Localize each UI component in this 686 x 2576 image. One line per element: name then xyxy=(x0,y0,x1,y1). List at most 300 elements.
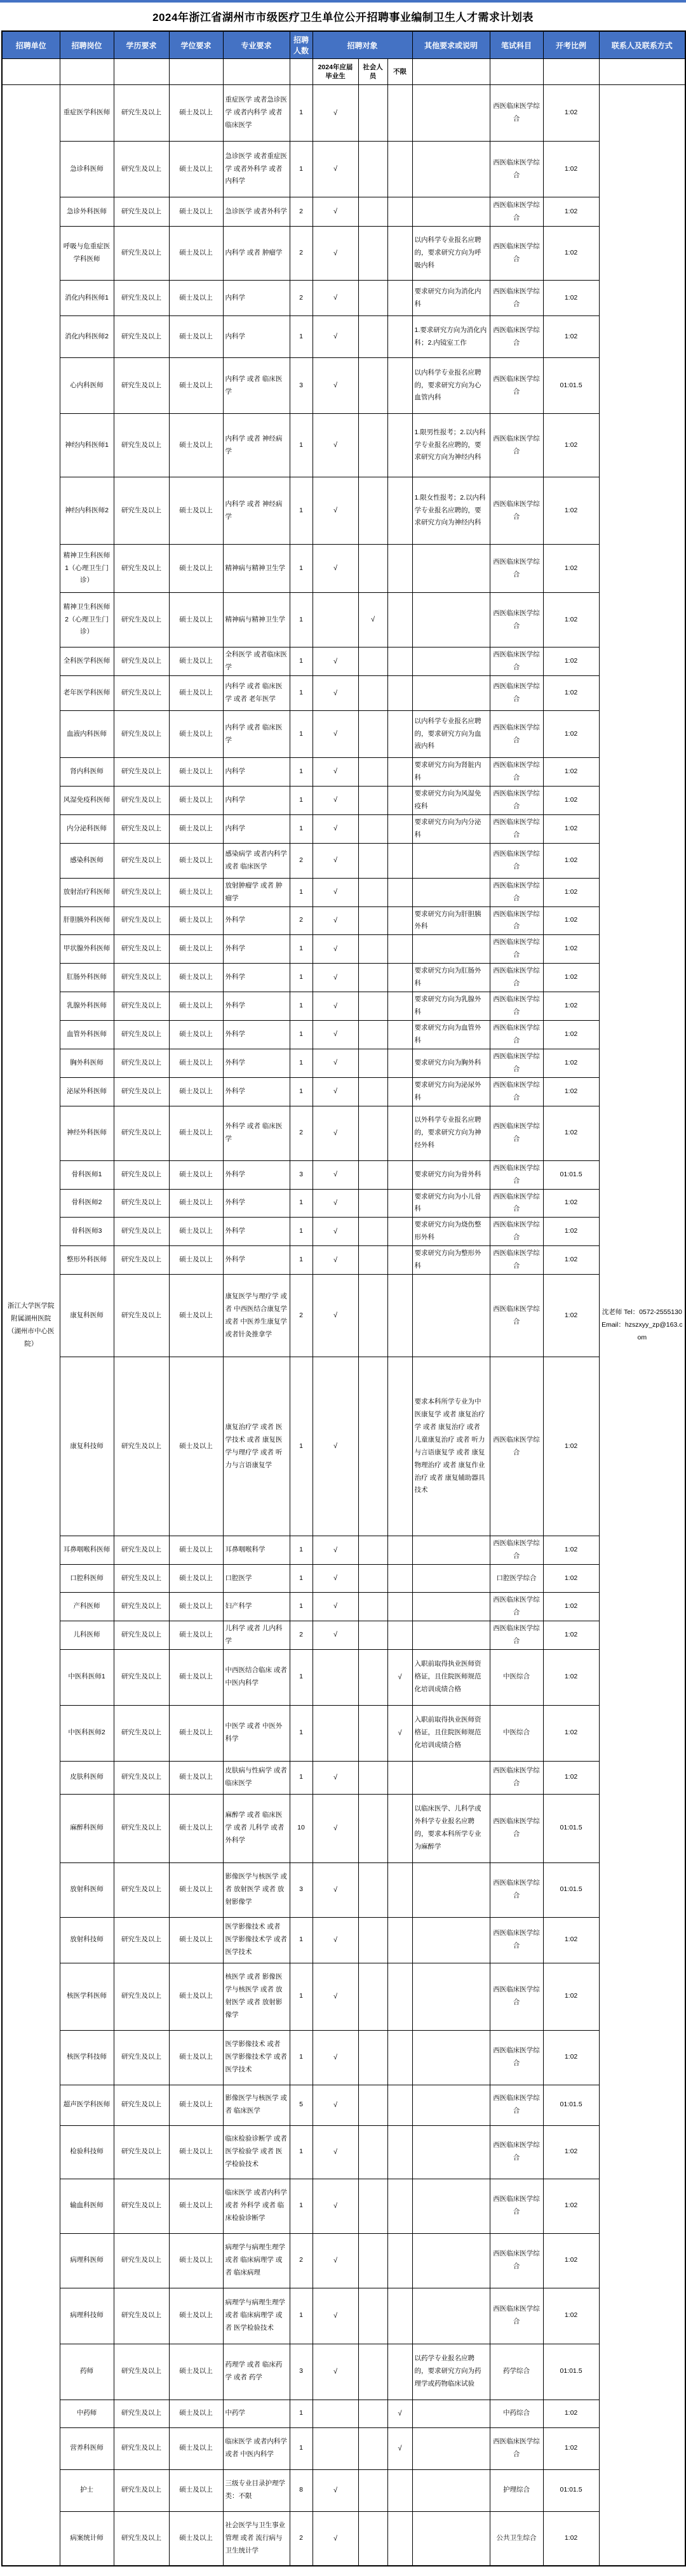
other-requirements-cell: 要求研究方向为肾脏内科 xyxy=(412,758,490,787)
written-test-subject-cell: 西医临床医学综合 xyxy=(490,545,543,593)
target-open-cell xyxy=(387,197,412,227)
table-row xyxy=(2,711,685,758)
written-test-subject-cell: 中医综合 xyxy=(490,1705,543,1761)
major-requirement-cell: 内科学 xyxy=(223,316,290,358)
headcount-cell: 1 xyxy=(290,593,313,647)
exam-ratio-cell: 1:02 xyxy=(543,1761,599,1794)
education-requirement-cell: 研究生及以上 xyxy=(114,676,169,711)
headcount-cell: 1 xyxy=(290,2400,313,2427)
education-requirement-cell: 研究生及以上 xyxy=(114,142,169,197)
education-requirement-cell: 研究生及以上 xyxy=(114,1160,169,1189)
major-requirement-cell: 内科学 xyxy=(223,786,290,814)
written-test-subject-cell: 西医临床医学综合 xyxy=(490,647,543,676)
exam-ratio-cell: 01:01.5 xyxy=(543,1794,599,1862)
other-requirements-cell: 要求研究方向为整形外科 xyxy=(412,1246,490,1275)
checkmark: √ xyxy=(313,992,358,1021)
sub-column-header: 社会人员 xyxy=(358,59,387,85)
headcount-cell: 2 xyxy=(290,1621,313,1649)
position-cell: 精神卫生科医师2（心理卫生门诊） xyxy=(60,593,114,647)
other-requirements-cell xyxy=(412,878,490,906)
written-test-subject-cell: 西医临床医学综合 xyxy=(490,358,543,414)
other-requirements-cell xyxy=(412,2469,490,2511)
exam-ratio-cell: 1:02 xyxy=(543,477,599,545)
table-row xyxy=(2,85,685,142)
position-cell: 骨科医师2 xyxy=(60,1189,114,1218)
written-test-subject-cell: 西医临床医学综合 xyxy=(490,992,543,1021)
headcount-cell: 1 xyxy=(290,1189,313,1218)
table-row xyxy=(2,1536,685,1565)
degree-requirement-cell: 硕士及以上 xyxy=(169,2030,223,2085)
table-row xyxy=(2,1705,685,1761)
major-requirement-cell: 康复治疗学 或者 医学技术 或者 康复医学与理疗学 或者 听力与言语康复学 xyxy=(223,1357,290,1536)
education-requirement-cell: 研究生及以上 xyxy=(114,1621,169,1649)
target-social-cell xyxy=(358,964,387,992)
major-requirement-cell: 内科学 或者 临床医学 xyxy=(223,711,290,758)
headcount-cell: 1 xyxy=(290,2427,313,2469)
major-requirement-cell: 急诊医学 或者重症医学 或者外科学 或者 内科学 xyxy=(223,142,290,197)
target-open-cell xyxy=(387,2085,412,2125)
education-requirement-cell: 研究生及以上 xyxy=(114,85,169,142)
checkmark: √ xyxy=(358,593,387,647)
checkmark: √ xyxy=(313,2085,358,2125)
target-open-cell xyxy=(387,1565,412,1593)
target-open-cell xyxy=(387,1189,412,1218)
major-requirement-cell: 外科学 xyxy=(223,1049,290,1077)
headcount-cell: 5 xyxy=(290,2085,313,2125)
written-test-subject-cell: 西医临床医学综合 xyxy=(490,2233,543,2288)
target-open-cell xyxy=(387,758,412,787)
target-social-cell xyxy=(358,2344,387,2400)
exam-ratio-cell: 1:02 xyxy=(543,647,599,676)
exam-ratio-cell: 1:02 xyxy=(543,227,599,281)
education-requirement-cell: 研究生及以上 xyxy=(114,227,169,281)
target-open-cell xyxy=(387,2344,412,2400)
exam-ratio-cell: 1:02 xyxy=(543,1593,599,1621)
target-open-cell xyxy=(387,843,412,878)
headcount-cell: 1 xyxy=(290,786,313,814)
target-social-cell xyxy=(358,711,387,758)
target-open-cell xyxy=(387,281,412,316)
target-social-cell xyxy=(358,358,387,414)
other-requirements-cell xyxy=(412,545,490,593)
table-row xyxy=(2,477,685,545)
degree-requirement-cell: 硕士及以上 xyxy=(169,676,223,711)
education-requirement-cell: 研究生及以上 xyxy=(114,758,169,787)
table-row xyxy=(2,1357,685,1536)
other-requirements-cell: 要求研究方向为骨外科 xyxy=(412,1160,490,1189)
degree-requirement-cell: 硕士及以上 xyxy=(169,1160,223,1189)
written-test-subject-cell: 西医临床医学综合 xyxy=(490,1246,543,1275)
checkmark: √ xyxy=(313,935,358,964)
headcount-cell: 1 xyxy=(290,1917,313,1963)
headcount-cell: 10 xyxy=(290,1794,313,1862)
table-row xyxy=(2,1021,685,1049)
target-social-cell xyxy=(358,1246,387,1275)
degree-requirement-cell: 硕士及以上 xyxy=(169,878,223,906)
education-requirement-cell: 研究生及以上 xyxy=(114,1705,169,1761)
table-row xyxy=(2,593,685,647)
table-row xyxy=(2,843,685,878)
major-requirement-cell: 内科学 xyxy=(223,814,290,843)
target-social-cell xyxy=(358,316,387,358)
major-requirement-cell: 外科学 xyxy=(223,935,290,964)
column-header: 笔试科目 xyxy=(490,31,543,59)
table-row xyxy=(2,1593,685,1621)
position-cell: 老年医学科医师 xyxy=(60,676,114,711)
target-open-cell xyxy=(387,2233,412,2288)
target-open-cell xyxy=(387,1106,412,1160)
target-social-cell xyxy=(358,992,387,1021)
checkmark: √ xyxy=(313,647,358,676)
checkmark: √ xyxy=(313,2233,358,2288)
target-open-cell xyxy=(387,935,412,964)
target-open-cell xyxy=(387,1963,412,2030)
degree-requirement-cell: 硕士及以上 xyxy=(169,647,223,676)
written-test-subject-cell: 西医临床医学综合 xyxy=(490,1275,543,1357)
major-requirement-cell: 内科学 或者 临床医学 xyxy=(223,358,290,414)
target-social-cell xyxy=(358,1536,387,1565)
written-test-subject-cell: 西医临床医学综合 xyxy=(490,1077,543,1106)
checkmark: √ xyxy=(313,1917,358,1963)
position-cell: 急诊科医师 xyxy=(60,142,114,197)
target-open-cell xyxy=(387,1593,412,1621)
major-requirement-cell: 外科学 xyxy=(223,1246,290,1275)
exam-ratio-cell: 01:01.5 xyxy=(543,1160,599,1189)
checkmark: √ xyxy=(313,843,358,878)
other-requirements-cell: 1.限男性报考；2.以内科学专业报名应聘的，要求研究方向为神经内科 xyxy=(412,414,490,477)
target-social-cell xyxy=(358,1649,387,1705)
checkmark: √ xyxy=(313,281,358,316)
written-test-subject-cell: 西医临床医学综合 xyxy=(490,281,543,316)
position-cell: 核医学科医师 xyxy=(60,1963,114,2030)
written-test-subject-cell: 中医综合 xyxy=(490,1649,543,1705)
written-test-subject-cell: 西医临床医学综合 xyxy=(490,758,543,787)
other-requirements-cell xyxy=(412,935,490,964)
table-row xyxy=(2,2427,685,2469)
degree-requirement-cell: 硕士及以上 xyxy=(169,758,223,787)
target-social-cell xyxy=(358,414,387,477)
education-requirement-cell: 研究生及以上 xyxy=(114,2511,169,2566)
position-cell: 消化内科医师1 xyxy=(60,281,114,316)
written-test-subject-cell: 西医临床医学综合 xyxy=(490,2179,543,2233)
table-row xyxy=(2,1565,685,1593)
position-cell: 康复科技师 xyxy=(60,1357,114,1536)
education-requirement-cell: 研究生及以上 xyxy=(114,1917,169,1963)
degree-requirement-cell: 硕士及以上 xyxy=(169,1077,223,1106)
headcount-cell: 1 xyxy=(290,814,313,843)
degree-requirement-cell: 硕士及以上 xyxy=(169,2344,223,2400)
education-requirement-cell: 研究生及以上 xyxy=(114,1106,169,1160)
checkmark: √ xyxy=(313,1077,358,1106)
checkmark: √ xyxy=(313,358,358,414)
degree-requirement-cell: 硕士及以上 xyxy=(169,935,223,964)
education-requirement-cell: 研究生及以上 xyxy=(114,906,169,935)
written-test-subject-cell: 西医临床医学综合 xyxy=(490,2085,543,2125)
headcount-cell: 1 xyxy=(290,711,313,758)
table-row xyxy=(2,1917,685,1963)
major-requirement-cell: 外科学 xyxy=(223,1218,290,1246)
target-open-cell xyxy=(387,142,412,197)
written-test-subject-cell: 西医临床医学综合 xyxy=(490,843,543,878)
exam-ratio-cell: 1:02 xyxy=(543,414,599,477)
exam-ratio-cell: 1:02 xyxy=(543,964,599,992)
major-requirement-cell: 社会医学与卫生事业管理 或者 流行病与卫生统计学 xyxy=(223,2511,290,2566)
degree-requirement-cell: 硕士及以上 xyxy=(169,545,223,593)
position-cell: 胸外科医师 xyxy=(60,1049,114,1077)
major-requirement-cell: 耳鼻咽喉科学 xyxy=(223,1536,290,1565)
target-social-cell xyxy=(358,1049,387,1077)
target-open-cell xyxy=(387,1077,412,1106)
degree-requirement-cell: 硕士及以上 xyxy=(169,1218,223,1246)
education-requirement-cell: 研究生及以上 xyxy=(114,1593,169,1621)
exam-ratio-cell: 1:02 xyxy=(543,676,599,711)
headcount-cell: 2 xyxy=(290,1275,313,1357)
target-open-cell xyxy=(387,1621,412,1649)
checkmark: √ xyxy=(313,1160,358,1189)
table-row xyxy=(2,992,685,1021)
checkmark: √ xyxy=(313,85,358,142)
target-social-cell xyxy=(358,1189,387,1218)
sub-column-header: 不限 xyxy=(387,59,412,85)
target-open-cell xyxy=(387,358,412,414)
major-requirement-cell: 放射肿瘤学 或者 肿瘤学 xyxy=(223,878,290,906)
headcount-cell: 1 xyxy=(290,2125,313,2179)
target-fresh-cell xyxy=(313,1649,358,1705)
other-requirements-cell: 要求研究方向为血管外科 xyxy=(412,1021,490,1049)
headcount-cell: 1 xyxy=(290,2288,313,2344)
degree-requirement-cell: 硕士及以上 xyxy=(169,227,223,281)
checkmark: √ xyxy=(313,711,358,758)
target-social-cell xyxy=(358,142,387,197)
exam-ratio-cell: 1:02 xyxy=(543,1357,599,1536)
major-requirement-cell: 内科学 或者 神经病学 xyxy=(223,477,290,545)
checkmark: √ xyxy=(313,964,358,992)
major-requirement-cell: 外科学 xyxy=(223,992,290,1021)
degree-requirement-cell: 硕士及以上 xyxy=(169,1963,223,2030)
degree-requirement-cell: 硕士及以上 xyxy=(169,1917,223,1963)
checkmark: √ xyxy=(313,906,358,935)
exam-ratio-cell: 1:02 xyxy=(543,1536,599,1565)
degree-requirement-cell: 硕士及以上 xyxy=(169,711,223,758)
target-open-cell xyxy=(387,2179,412,2233)
exam-ratio-cell: 1:02 xyxy=(543,1189,599,1218)
major-requirement-cell: 临床医学 或者内科学 或者 外科学 或者 临床检验诊断学 xyxy=(223,2179,290,2233)
checkmark: √ xyxy=(313,814,358,843)
headcount-cell: 1 xyxy=(290,2030,313,2085)
education-requirement-cell: 研究生及以上 xyxy=(114,2125,169,2179)
target-social-cell xyxy=(358,2233,387,2288)
written-test-subject-cell: 西医临床医学综合 xyxy=(490,316,543,358)
table-row xyxy=(2,2400,685,2427)
written-test-subject-cell: 公共卫生综合 xyxy=(490,2511,543,2566)
exam-ratio-cell: 1:02 xyxy=(543,85,599,142)
target-social-cell xyxy=(358,227,387,281)
position-cell: 中医科医师2 xyxy=(60,1705,114,1761)
degree-requirement-cell: 硕士及以上 xyxy=(169,2511,223,2566)
other-requirements-cell xyxy=(412,2427,490,2469)
other-requirements-cell xyxy=(412,647,490,676)
column-header: 联系人及联系方式 xyxy=(599,31,685,59)
position-cell: 病理科技师 xyxy=(60,2288,114,2344)
other-requirements-cell xyxy=(412,2400,490,2427)
target-social-cell xyxy=(358,878,387,906)
written-test-subject-cell: 西医临床医学综合 xyxy=(490,2288,543,2344)
exam-ratio-cell: 1:02 xyxy=(543,2179,599,2233)
table-row xyxy=(2,316,685,358)
written-test-subject-cell: 西医临床医学综合 xyxy=(490,1218,543,1246)
other-requirements-cell xyxy=(412,197,490,227)
table-row xyxy=(2,878,685,906)
degree-requirement-cell: 硕士及以上 xyxy=(169,1705,223,1761)
major-requirement-cell: 内科学 xyxy=(223,281,290,316)
checkmark: √ xyxy=(313,1536,358,1565)
written-test-subject-cell: 西医临床医学综合 xyxy=(490,786,543,814)
target-open-cell xyxy=(387,593,412,647)
position-cell: 神经内科医师1 xyxy=(60,414,114,477)
target-open-cell xyxy=(387,906,412,935)
exam-ratio-cell: 1:02 xyxy=(543,935,599,964)
headcount-cell: 3 xyxy=(290,2344,313,2400)
exam-ratio-cell: 1:02 xyxy=(543,1705,599,1761)
major-requirement-cell: 医学影像技术 或者 医学影像技术学 或者 医学技术 xyxy=(223,1917,290,1963)
checkmark: √ xyxy=(313,758,358,787)
target-open-cell xyxy=(387,647,412,676)
table-row xyxy=(2,1049,685,1077)
table-row xyxy=(2,935,685,964)
target-open-cell xyxy=(387,2288,412,2344)
other-requirements-cell: 要求研究方向为胸外科 xyxy=(412,1049,490,1077)
checkmark: √ xyxy=(313,1049,358,1077)
target-open-cell xyxy=(387,992,412,1021)
headcount-cell: 3 xyxy=(290,358,313,414)
exam-ratio-cell: 1:02 xyxy=(543,1917,599,1963)
target-open-cell xyxy=(387,316,412,358)
written-test-subject-cell: 西医临床医学综合 xyxy=(490,142,543,197)
target-open-cell xyxy=(387,1275,412,1357)
written-test-subject-cell: 西医临床医学综合 xyxy=(490,2030,543,2085)
position-cell: 口腔科医师 xyxy=(60,1565,114,1593)
education-requirement-cell: 研究生及以上 xyxy=(114,711,169,758)
other-requirements-cell xyxy=(412,2233,490,2288)
table-header xyxy=(2,31,685,85)
position-cell: 神经外科医师 xyxy=(60,1106,114,1160)
target-open-cell xyxy=(387,1761,412,1794)
table-row xyxy=(2,1106,685,1160)
headcount-cell: 3 xyxy=(290,1862,313,1917)
target-open-cell xyxy=(387,85,412,142)
education-requirement-cell: 研究生及以上 xyxy=(114,2427,169,2469)
position-cell: 感染科医师 xyxy=(60,843,114,878)
headcount-cell: 1 xyxy=(290,142,313,197)
exam-ratio-cell: 1:02 xyxy=(543,316,599,358)
education-requirement-cell: 研究生及以上 xyxy=(114,593,169,647)
education-requirement-cell: 研究生及以上 xyxy=(114,1357,169,1536)
major-requirement-cell: 感染病学 或者内科学 或者 临床医学 xyxy=(223,843,290,878)
major-requirement-cell: 三级专业目录护理学类：不限 xyxy=(223,2469,290,2511)
headcount-cell: 2 xyxy=(290,227,313,281)
position-cell: 神经内科医师2 xyxy=(60,477,114,545)
exam-ratio-cell: 1:02 xyxy=(543,906,599,935)
major-requirement-cell: 中药学 xyxy=(223,2400,290,2427)
empty-header-cell xyxy=(223,59,290,85)
education-requirement-cell: 研究生及以上 xyxy=(114,2085,169,2125)
target-social-cell xyxy=(358,2125,387,2179)
degree-requirement-cell: 硕士及以上 xyxy=(169,1021,223,1049)
position-cell: 中医科医师1 xyxy=(60,1649,114,1705)
checkmark: √ xyxy=(313,1593,358,1621)
written-test-subject-cell: 西医临床医学综合 xyxy=(490,964,543,992)
table-row xyxy=(2,142,685,197)
column-header: 招聘对象 xyxy=(313,31,412,59)
checkmark: √ xyxy=(387,2400,412,2427)
target-social-cell xyxy=(358,758,387,787)
written-test-subject-cell: 西医临床医学综合 xyxy=(490,227,543,281)
degree-requirement-cell: 硕士及以上 xyxy=(169,814,223,843)
position-cell: 麻醉科医师 xyxy=(60,1794,114,1862)
degree-requirement-cell: 硕士及以上 xyxy=(169,1761,223,1794)
empty-header-cell xyxy=(490,59,543,85)
other-requirements-cell: 以临床医学、儿科学或外科学专业报名应聘的，要求本科所学专业为麻醉学 xyxy=(412,1794,490,1862)
major-requirement-cell: 影像医学与核医学 或者 临床医学 xyxy=(223,2085,290,2125)
position-cell: 核医学科技师 xyxy=(60,2030,114,2085)
other-requirements-cell xyxy=(412,1963,490,2030)
headcount-cell: 1 xyxy=(290,1077,313,1106)
degree-requirement-cell: 硕士及以上 xyxy=(169,1794,223,1862)
position-cell: 病案统计师 xyxy=(60,2511,114,2566)
written-test-subject-cell: 西医临床医学综合 xyxy=(490,1621,543,1649)
education-requirement-cell: 研究生及以上 xyxy=(114,197,169,227)
degree-requirement-cell: 硕士及以上 xyxy=(169,593,223,647)
headcount-cell: 1 xyxy=(290,1761,313,1794)
degree-requirement-cell: 硕士及以上 xyxy=(169,1621,223,1649)
major-requirement-cell: 影像医学与核医学 或者 放射医学 或者 放射影像学 xyxy=(223,1862,290,1917)
checkmark: √ xyxy=(313,545,358,593)
headcount-cell: 1 xyxy=(290,1649,313,1705)
degree-requirement-cell: 硕士及以上 xyxy=(169,1649,223,1705)
written-test-subject-cell: 西医临床医学综合 xyxy=(490,1021,543,1049)
headcount-cell: 1 xyxy=(290,1246,313,1275)
exam-ratio-cell: 1:02 xyxy=(543,281,599,316)
table-row xyxy=(2,814,685,843)
education-requirement-cell: 研究生及以上 xyxy=(114,1862,169,1917)
target-open-cell xyxy=(387,814,412,843)
written-test-subject-cell: 西医临床医学综合 xyxy=(490,906,543,935)
exam-ratio-cell: 1:02 xyxy=(543,1106,599,1160)
written-test-subject-cell: 西医临床医学综合 xyxy=(490,676,543,711)
other-requirements-cell: 要求研究方向为烧伤整形外科 xyxy=(412,1218,490,1246)
checkmark: √ xyxy=(313,2288,358,2344)
target-social-cell xyxy=(358,1963,387,2030)
other-requirements-cell: 要求本科所学专业为中医康复学 或者 康复治疗学 或者 康复治疗 或者 儿童康复治疗 或者 听力与言语康复学 或者 康复物理治疗 或者 康复作业治疗 或者 康复辅助器具技术 xyxy=(412,1357,490,1536)
target-social-cell xyxy=(358,1218,387,1246)
table-row xyxy=(2,227,685,281)
position-cell: 呼吸与危重症医学科医师 xyxy=(60,227,114,281)
education-requirement-cell: 研究生及以上 xyxy=(114,477,169,545)
empty-header-cell xyxy=(169,59,223,85)
other-requirements-cell xyxy=(412,2125,490,2179)
exam-ratio-cell: 1:02 xyxy=(543,1565,599,1593)
major-requirement-cell: 精神病与精神卫生学 xyxy=(223,593,290,647)
headcount-cell: 1 xyxy=(290,964,313,992)
exam-ratio-cell: 1:02 xyxy=(543,843,599,878)
degree-requirement-cell: 硕士及以上 xyxy=(169,2125,223,2179)
exam-ratio-cell: 1:02 xyxy=(543,786,599,814)
exam-ratio-cell: 1:02 xyxy=(543,1963,599,2030)
table-row xyxy=(2,358,685,414)
target-fresh-cell xyxy=(313,2427,358,2469)
target-open-cell xyxy=(387,2469,412,2511)
position-cell: 儿科医师 xyxy=(60,1621,114,1649)
